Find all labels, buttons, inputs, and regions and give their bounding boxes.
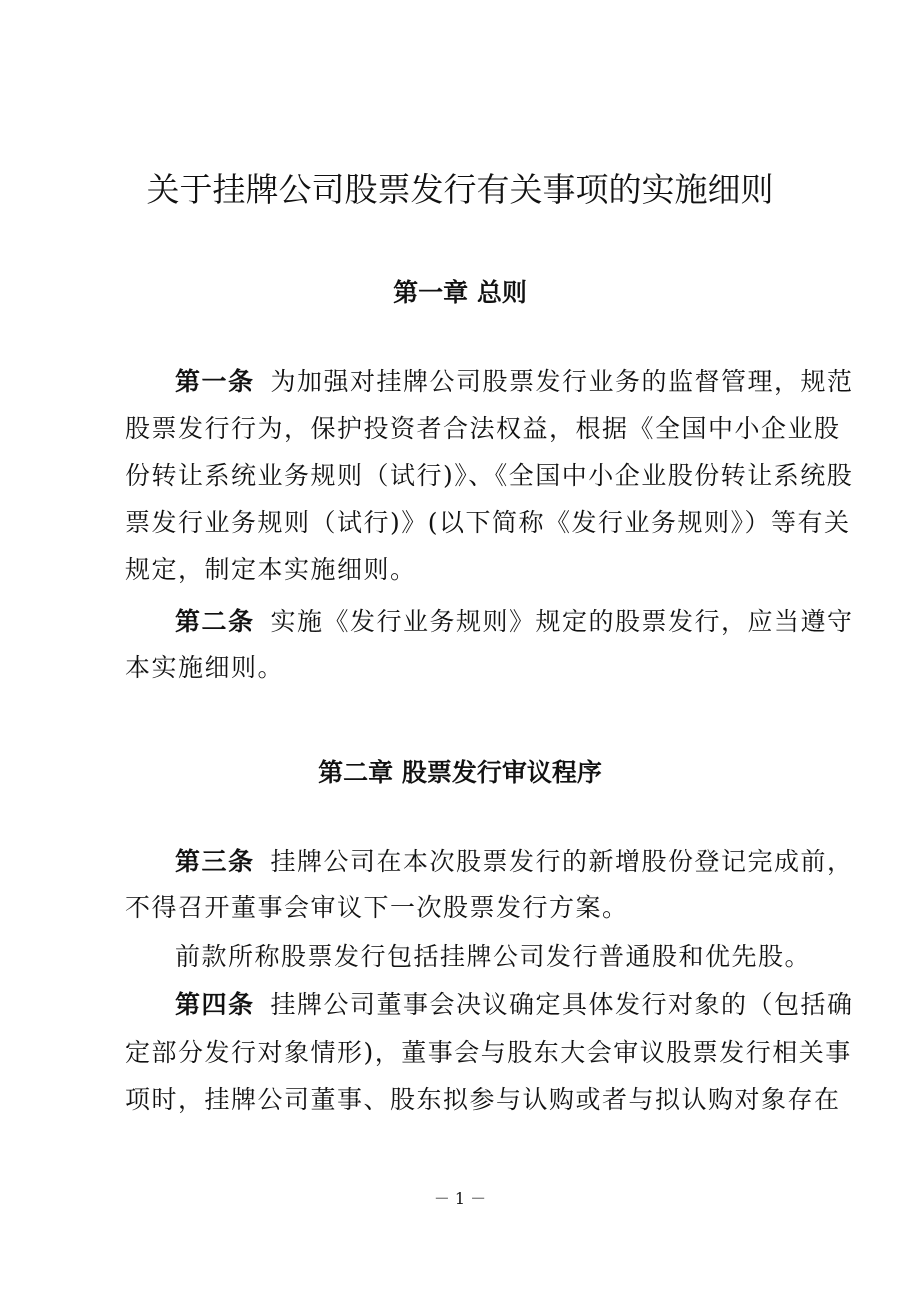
chapter-heading: 第二章 股票发行审议程序: [318, 758, 602, 787]
paragraph-text: 为加强对挂牌公司股票发行业务的监督管理，规范: [270, 367, 854, 396]
paragraph-text: 挂牌公司董事会决议确定具体发行对象的（包括确: [270, 990, 854, 1019]
article-label: 第四条: [175, 990, 255, 1019]
paragraph-text: 实施《发行业务规则》规定的股票发行，应当遵守: [270, 607, 854, 636]
article-2-line: [175, 607, 855, 637]
chapter-heading: 第一章 总则: [393, 278, 527, 307]
article-label: 第一条: [175, 367, 255, 396]
article-label: 第三条: [175, 847, 255, 876]
paragraph-line: 票发行业务规则（试行)》(以下简称《发行业务规则》）等有关: [125, 508, 851, 537]
article-4-line: [175, 990, 855, 1020]
paragraph-text: 挂牌公司在本次股票发行的新增股份登记完成前，: [270, 847, 854, 876]
paragraph-line: 前款所称股票发行包括挂牌公司发行普通股和优先股。: [175, 942, 812, 971]
paragraph-line: 份转让系统业务规则（试行)》、《全国中小企业股份转让系统股: [125, 461, 854, 490]
article-1-line: [175, 367, 855, 397]
paragraph-line: 股票发行行为，保护投资者合法权益，根据《全国中小企业股: [125, 414, 841, 443]
page-number: － 1 －: [433, 1189, 487, 1208]
paragraph-line: 规定，制定本实施细则。: [125, 555, 417, 584]
paragraph-line: 定部分发行对象情形)，董事会与股东大会审议股票发行相关事: [125, 1038, 852, 1067]
document-title: 关于挂牌公司股票发行有关事项的实施细则: [146, 170, 774, 209]
paragraph-line: 不得召开董事会审议下一次股票发行方案。: [125, 893, 629, 922]
paragraph-line: 本实施细则。: [125, 653, 285, 682]
article-label: 第二条: [175, 607, 255, 636]
article-3-line: [175, 847, 855, 877]
paragraph-line: 项时，挂牌公司董事、股东拟参与认购或者与拟认购对象存在: [125, 1085, 841, 1114]
